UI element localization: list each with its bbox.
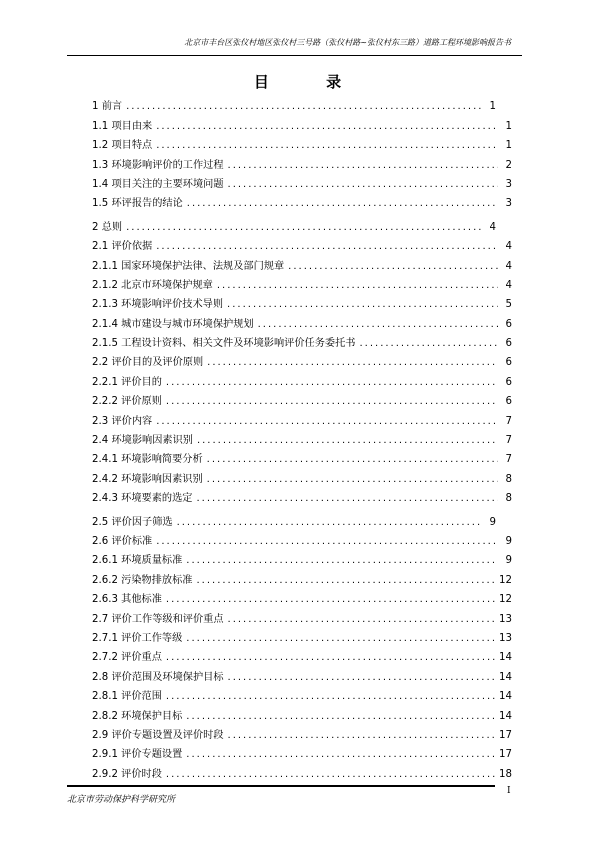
toc-entry-label: 2.4 环境影响因素识别	[92, 435, 193, 447]
toc-entry[interactable]	[92, 625, 512, 644]
footer-organization: 北京市劳动保护科学研究所	[67, 795, 176, 805]
toc-entry[interactable]	[92, 644, 512, 663]
toc-entry-page: 7	[505, 435, 512, 447]
toc-entry-page: 13	[499, 632, 512, 644]
toc-entry-label: 1.3 环境影响评价的工作过程	[92, 159, 224, 171]
toc-entry-page: 2	[505, 159, 512, 171]
toc-leader-dots	[166, 396, 498, 407]
toc-entry-label: 2.1.1 国家环境保护法律、法规及部门规章	[92, 260, 285, 272]
toc-entry-label: 1.2 项目特点	[92, 140, 153, 152]
toc-leader-dots	[196, 493, 498, 504]
toc-entry-page: 6	[505, 357, 512, 369]
toc-leader-dots	[156, 241, 498, 252]
toc-entry[interactable]	[92, 272, 512, 291]
page-number: I	[507, 786, 511, 796]
toc-entry-label: 2.7 评价工作等级和评价重点	[92, 613, 224, 625]
toc-leader-dots	[166, 652, 495, 663]
toc-leader-dots	[156, 140, 498, 151]
toc-entry[interactable]	[92, 528, 512, 547]
toc-entry-label: 2.3 评价内容	[92, 415, 153, 427]
toc-entry-page: 4	[505, 260, 512, 272]
toc-entry-label: 2.7.2 评价重点	[92, 652, 162, 664]
toc-entry-label: 2.2.2 评价原则	[92, 396, 162, 408]
toc-entry[interactable]	[92, 233, 512, 252]
toc-leader-dots	[186, 749, 495, 760]
toc-entry-page: 6	[505, 376, 512, 388]
toc-entry[interactable]	[92, 547, 512, 566]
toc-entry[interactable]	[92, 465, 512, 484]
toc-leader-dots	[228, 672, 496, 683]
toc-title: 目 录	[253, 73, 368, 91]
toc-leader-dots	[177, 517, 482, 528]
toc-leader-dots	[228, 179, 498, 190]
toc-entry-page: 12	[499, 594, 512, 606]
toc-entry-label: 2.6 评价标准	[92, 535, 153, 547]
toc-entry-page: 14	[499, 671, 512, 683]
toc-leader-dots	[196, 575, 495, 586]
toc-entry[interactable]	[92, 446, 512, 465]
toc-entry-label: 2.1 评价依据	[92, 241, 153, 253]
toc-entry-label: 2.1.3 环境影响评价技术导则	[92, 299, 224, 311]
toc-entry-label: 2.4.3 环境要素的选定	[92, 493, 193, 505]
toc-entry-label: 2.9.2 评价时段	[92, 768, 162, 780]
toc-entry-page: 9	[505, 555, 512, 567]
toc-entry-page: 1	[505, 120, 512, 132]
toc-entry-label: 2.8.2 环境保护目标	[92, 710, 183, 722]
toc-entry[interactable]	[92, 388, 512, 407]
running-header: 北京市丰台区张仪村地区张仪村三号路（张仪村路~张仪村东三路）道路工程环境影响报告书	[184, 38, 511, 47]
toc-leader-dots	[207, 454, 498, 465]
toc-entry-label: 2.4.2 环境影响因素识别	[92, 473, 203, 485]
toc-entry[interactable]	[92, 213, 496, 232]
toc-entry-page: 1	[489, 101, 496, 113]
toc-entry-label: 2 总则	[92, 221, 123, 233]
toc-entry-page: 4	[505, 279, 512, 291]
toc-entry-label: 2.5 评价因子筛选	[92, 516, 173, 528]
toc-leader-dots	[166, 769, 495, 780]
toc-leader-dots	[288, 261, 498, 272]
toc-entry-label: 2.4.1 环境影响简要分析	[92, 454, 203, 466]
toc-entry-page: 5	[505, 299, 512, 311]
toc-entry[interactable]	[92, 427, 512, 446]
toc-entry-label: 2.2.1 评价目的	[92, 376, 162, 388]
toc-entry[interactable]	[92, 310, 512, 329]
toc-entry[interactable]	[92, 93, 496, 112]
toc-entry[interactable]	[92, 330, 512, 349]
toc-entry-label: 2.2 评价目的及评价原则	[92, 357, 204, 369]
toc-entry-page: 14	[499, 710, 512, 722]
toc-entry[interactable]	[92, 485, 512, 504]
toc-entry[interactable]	[92, 586, 512, 605]
toc-entry-page: 3	[505, 198, 512, 210]
toc-entry[interactable]	[92, 566, 512, 585]
toc-leader-dots	[156, 536, 498, 547]
toc-entry-label: 1.5 环评报告的结论	[92, 198, 183, 210]
toc-entry-label: 2.6.1 环境质量标准	[92, 555, 183, 567]
toc-leader-dots	[227, 299, 498, 310]
toc-leader-dots	[186, 711, 495, 722]
toc-entry-page: 17	[499, 749, 512, 761]
toc-entry-page: 1	[505, 140, 512, 152]
toc-entry-page: 14	[499, 691, 512, 703]
toc-leader-dots	[228, 614, 496, 625]
toc-entry[interactable]	[92, 252, 512, 271]
toc-entry-page: 7	[505, 454, 512, 466]
toc-entry-page: 7	[505, 415, 512, 427]
toc-leader-dots	[156, 416, 498, 427]
toc-entry[interactable]	[92, 151, 512, 170]
toc-leader-dots	[228, 730, 496, 741]
toc-entry[interactable]	[92, 132, 512, 151]
toc-entry[interactable]	[92, 683, 512, 702]
header-rule	[67, 55, 522, 56]
toc-leader-dots	[187, 198, 498, 209]
toc-entry-label: 2.6.2 污染物排放标准	[92, 574, 193, 586]
toc-entry[interactable]	[92, 663, 512, 682]
toc-leader-dots	[156, 121, 498, 132]
toc-leader-dots	[166, 377, 498, 388]
toc-entry[interactable]	[92, 508, 496, 527]
toc-entry[interactable]	[92, 407, 512, 426]
toc-entry-page: 4	[489, 221, 496, 233]
toc-leader-dots	[228, 160, 498, 171]
toc-entry-page: 3	[505, 178, 512, 190]
toc-leader-dots	[186, 555, 498, 566]
toc-entry-page: 12	[499, 574, 512, 586]
toc-entry-label: 2.8 评价范围及环境保护目标	[92, 671, 224, 683]
toc-entry[interactable]	[92, 605, 512, 624]
toc-entry-label: 2.1.2 北京市环境保护规章	[92, 279, 213, 291]
toc-leader-dots	[207, 357, 498, 368]
toc-entry-label: 2.9.1 评价专题设置	[92, 749, 183, 761]
toc-entry-label: 2.7.1 评价工作等级	[92, 632, 183, 644]
toc-entry-page: 6	[505, 318, 512, 330]
toc-leader-dots	[217, 280, 498, 291]
table-of-contents	[92, 93, 512, 780]
toc-leader-dots	[166, 594, 495, 605]
toc-entry[interactable]	[92, 190, 512, 209]
toc-entry-label: 2.9 评价专题设置及评价时段	[92, 729, 224, 741]
toc-entry[interactable]	[92, 368, 512, 387]
footer-rule	[67, 785, 495, 787]
toc-entry-label: 2.8.1 评价范围	[92, 691, 162, 703]
toc-entry-label: 2.1.4 城市建设与城市环境保护规划	[92, 318, 254, 330]
toc-entry[interactable]	[92, 702, 512, 721]
toc-leader-dots	[258, 319, 498, 330]
toc-entry[interactable]	[92, 171, 512, 190]
toc-entry-page: 6	[505, 338, 512, 350]
toc-entry-label: 1 前言	[92, 101, 123, 113]
toc-entry[interactable]	[92, 741, 512, 760]
toc-leader-dots	[186, 633, 495, 644]
toc-entry-label: 2.6.3 其他标准	[92, 594, 162, 606]
toc-leader-dots	[126, 222, 482, 233]
toc-entry-page: 6	[505, 396, 512, 408]
toc-leader-dots	[359, 338, 498, 349]
toc-entry-label: 1.4 项目关注的主要环境问题	[92, 178, 224, 190]
toc-entry-page: 8	[505, 493, 512, 505]
toc-entry-page: 9	[489, 516, 496, 528]
toc-entry-page: 17	[499, 729, 512, 741]
toc-entry-label: 2.1.5 工程设计资料、相关文件及环境影响评价任务委托书	[92, 338, 356, 350]
toc-entry[interactable]	[92, 112, 512, 131]
toc-leader-dots	[197, 435, 498, 446]
toc-entry-page: 4	[505, 241, 512, 253]
toc-entry-page: 18	[499, 768, 512, 780]
toc-entry-label: 1.1 项目由来	[92, 120, 153, 132]
toc-leader-dots	[126, 101, 482, 112]
toc-entry-page: 13	[499, 613, 512, 625]
toc-leader-dots	[207, 474, 498, 485]
toc-entry[interactable]	[92, 349, 512, 368]
toc-entry-page: 14	[499, 652, 512, 664]
toc-entry[interactable]	[92, 722, 512, 741]
toc-entry[interactable]	[92, 760, 512, 779]
toc-entry-page: 9	[505, 535, 512, 547]
toc-entry-page: 8	[505, 473, 512, 485]
toc-leader-dots	[166, 691, 495, 702]
toc-entry[interactable]	[92, 291, 512, 310]
